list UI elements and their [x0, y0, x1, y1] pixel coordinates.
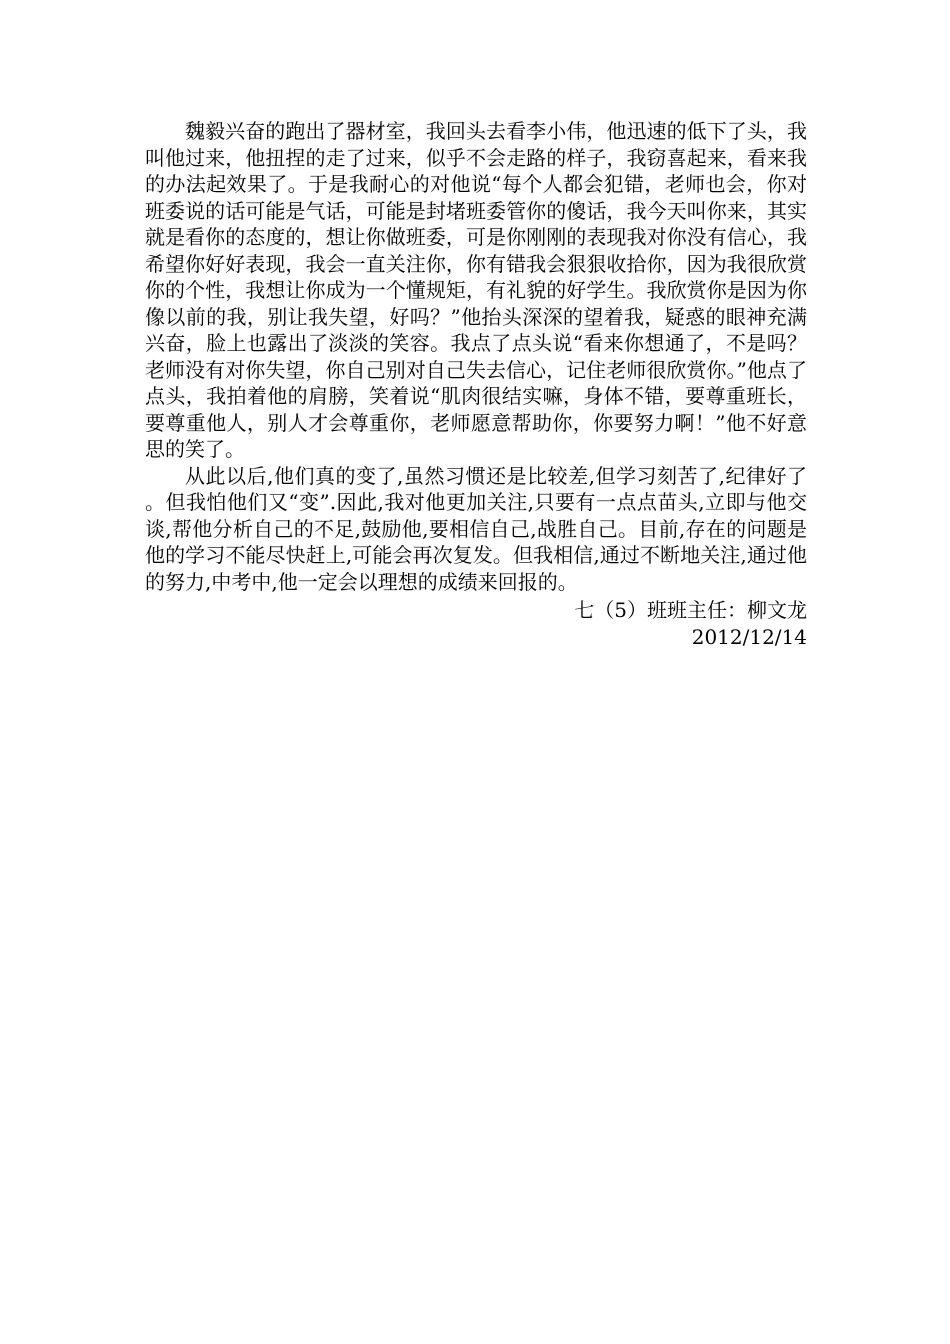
- signature-block: [145, 597, 807, 650]
- signature-date: 2012/12/14: [691, 624, 807, 649]
- signature-author: 七（5）班班主任：柳文龙: [574, 598, 807, 622]
- paragraph-1: 魏毅兴奋的跑出了器材室，我回头去看李小伟，他迅速的低下了头，我叫他过来，他扭捏的走了过来，似乎不会走路的样子，我窃喜起来，看来我的办法起效果了。于是我耐心的对他说“每个人都会犯错，老师也会，你对班委说的话可能是气话，可能是封堵班委管你的傻话，我今天叫你来，其实就是看你的态度的，想让你做班委，可是你刚刚的表现我对你没有信心，我希望你好好表现，我会一直关注你，你有错我会狠狠收拾你，因为我很欣赏你的个性，我想让你成为一个懂规矩，有礼貌的好学生。我欣赏你是因为你像以前的我，别让我失望，好吗？”他抬头深深的望着我，疑惑的眼神充满兴奋，脸上也露出了淡淡的笑容。我点了点头说“看来你想通了，不是吗？老师没有对你失望，你自己别对自己失去信心，记住老师很欣赏你。”他点了点头，我拍着他的肩膀，笑着说“肌肉很结实嘛，身体不错，要尊重班长，要尊重他人，别人才会尊重你，老师愿意帮助你，你要努力啊！”他不好意思的笑了。: [145, 119, 807, 461]
- document-body: [145, 118, 807, 650]
- paragraph-2: 从此以后,他们真的变了,虽然习惯还是比较差,但学习刻苦了,纪律好了。但我怕他们又“变”.因此,我对他更加关注,只要有一点点苗头,立即与他交谈,帮他分析自己的不足,鼓励他,要相信自己,战胜自己。目前,存在的问题是他的学习不能尽快赶上,可能会再次复发。但我相信,通过不断地关注,通过他的努力,中考中,他一定会以理想的成绩来回报的。: [145, 463, 807, 594]
